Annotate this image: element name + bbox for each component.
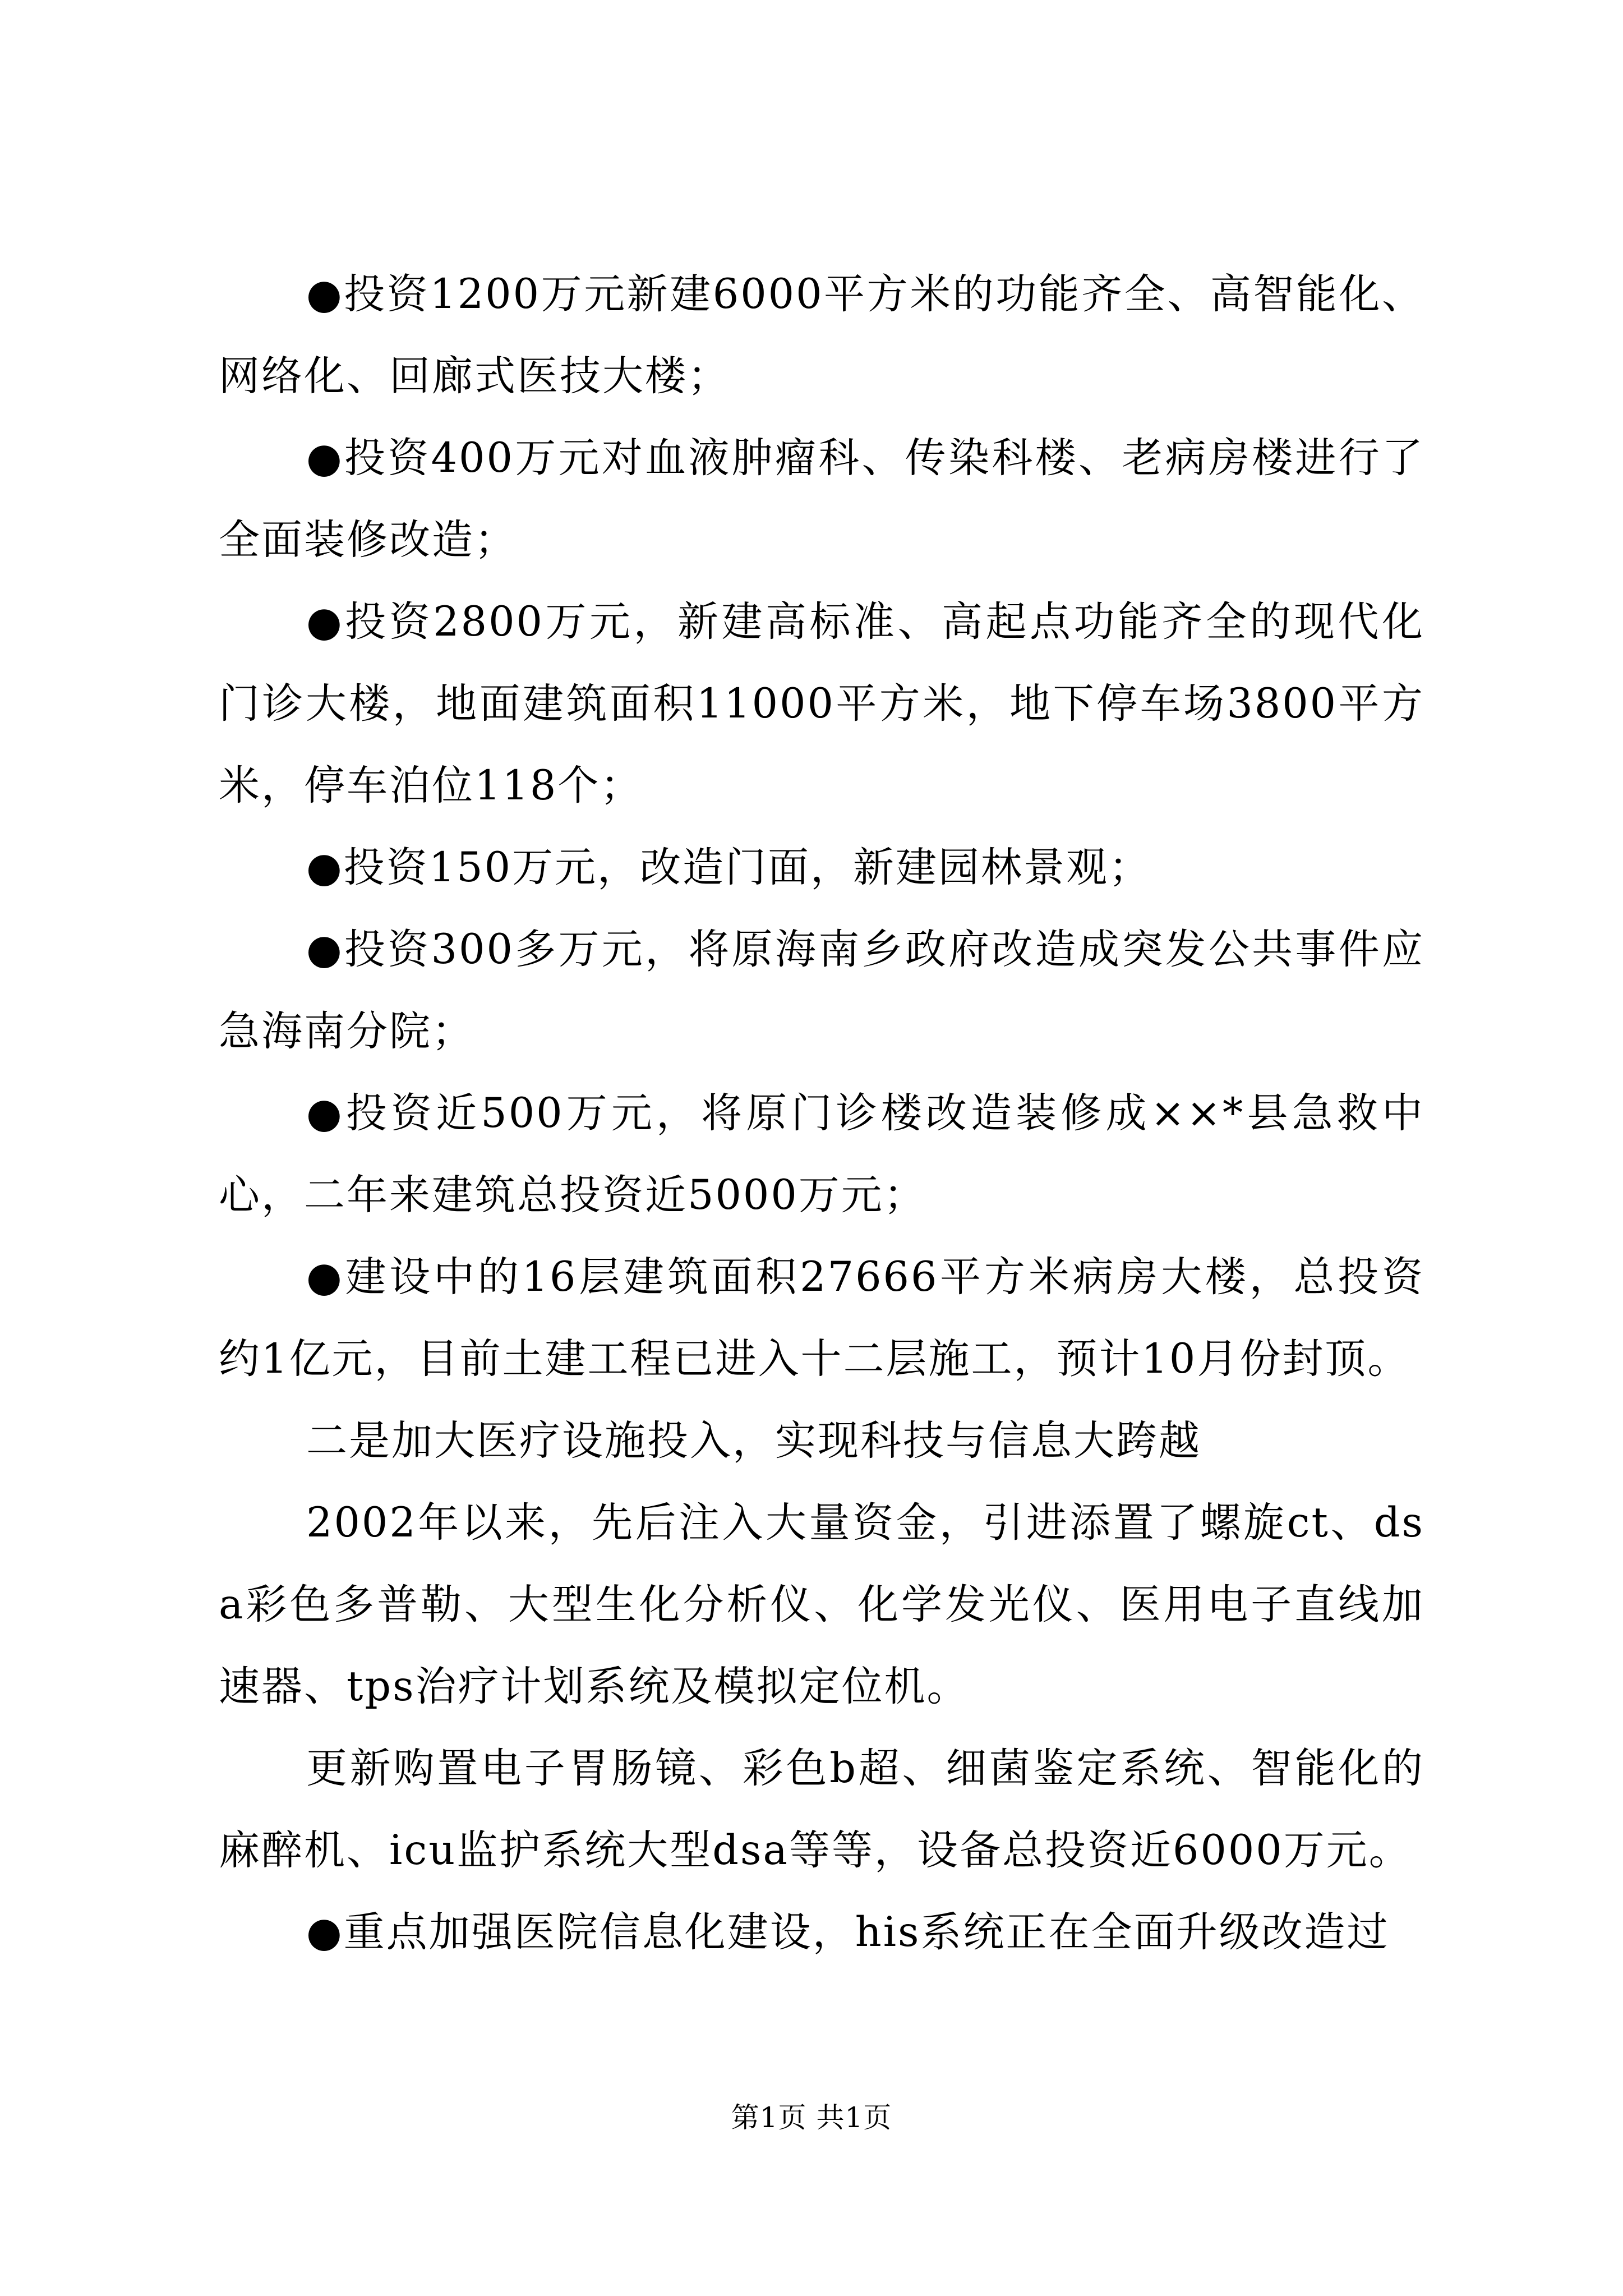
paragraph-equipment-2002: 2002年以来，先后注入大量资金，引进添置了螺旋ct、dsa彩色多普勒、大型生化分析仪、化学发光仪、医用电子直线加速器、tps治疗计划系统及模拟定位机。 <box>219 1499 1424 1710</box>
section-heading-equipment: 二是加大医疗设施投入，实现科技与信息大跨越 <box>306 1417 1201 1465</box>
paragraph-facade-landscape: ●投资150万元，改造门面，新建园林景观； <box>306 844 1152 891</box>
paragraph-ward-renovation: ●投资400万元对血液肿瘤科、传染科楼、老病房楼进行了全面装修改造； <box>219 434 1424 564</box>
paragraph-equipment-update: 更新购置电子胃肠镜、彩色b超、细菌鉴定系统、智能化的麻醉机、icu监护系统大型dsa等等，设备总投资近6000万元。 <box>219 1745 1424 1874</box>
paragraph-ward-tower: ●建设中的16层建筑面积27666平方米病房大楼，总投资约1亿元，目前土建工程已进入十二层施工，预计10月份封顶。 <box>219 1253 1424 1383</box>
paragraph-medical-tech-building: ●投资1200万元新建6000平方米的功能齐全、高智能化、网络化、回廊式医技大楼； <box>219 270 1424 400</box>
paragraph-outpatient-building: ●投资2800万元，新建高标准、高起点功能齐全的现代化门诊大楼，地面建筑面积11000平方米，地下停车场3800平方米，停车泊位118个； <box>219 598 1424 809</box>
paragraph-hainan-branch: ●投资300多万元，将原海南乡政府改造成突发公共事件应急海南分院； <box>219 926 1424 1055</box>
paragraph-emergency-center: ●投资近500万元，将原门诊楼改造装修成××*县急救中心，二年来建筑总投资近5000万元； <box>219 1089 1424 1219</box>
paragraph-information-system: ●重点加强医院信息化建设，his系统正在全面升级改造过 <box>306 1908 1390 1956</box>
page-number-footer: 第1页 共1页 <box>731 2101 892 2134</box>
document-body <box>219 254 1424 1973</box>
